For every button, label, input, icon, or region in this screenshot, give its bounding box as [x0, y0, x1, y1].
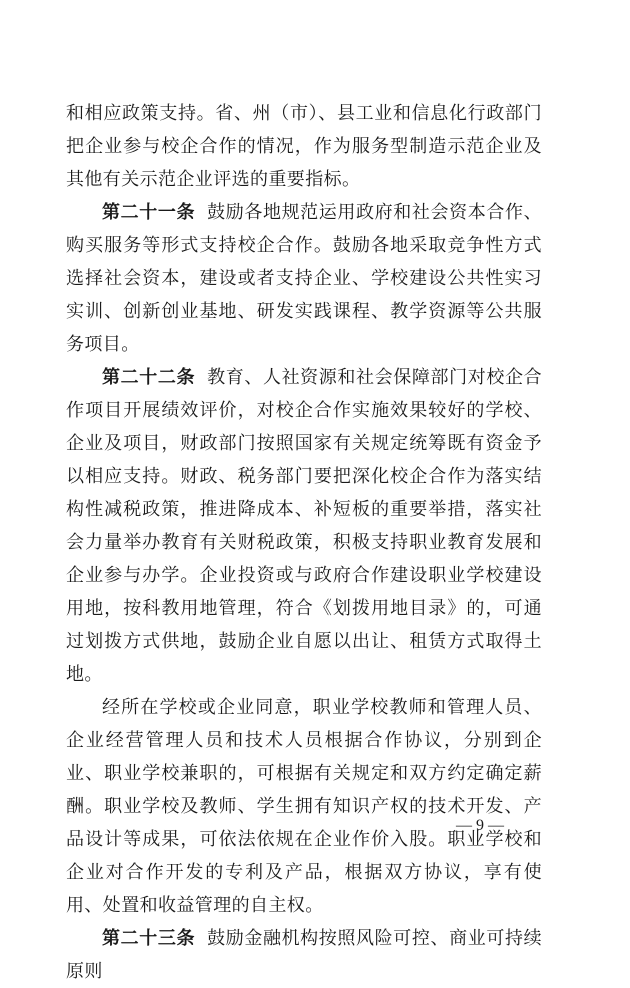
- article-21: [66, 196, 542, 361]
- paragraph-part-time: 经所在学校或企业同意，职业学校教师和管理人员、企业经营管理人员和技术人员根据合作协议，分别到企业、职业学校兼职的，可根据有关规定和双方约定确定薪酬。职业学校及教师、学生拥有知识产权的技术开发、产品设计等成果，可依法依规在企业作价入股。职业学校和企业对合作开发的专利及产品，根据双方协议，享有使用、处置和收益管理的自主权。: [66, 697, 542, 916]
- paragraph-continuation: 和相应政策支持。省、州（市）、县工业和信息化行政部门把企业参与校企合作的情况，作为服务型制造示范企业及其他有关示范企业评选的重要指标。: [66, 103, 542, 190]
- article-23: [66, 922, 542, 988]
- article-22-heading: 第二十二条: [102, 367, 196, 388]
- page-number: — 9 —: [456, 817, 504, 834]
- article-21-heading: 第二十一条: [102, 202, 196, 223]
- article-21-text: 鼓励各地规范运用政府和社会资本合作、购买服务等形式支持校企合作。鼓励各地采取竞争性方式选择社会资本，建设或者支持企业、学校建设公共性实习实训、创新创业基地、研发实践课程、教学资源等公共服务项目。: [66, 202, 542, 355]
- article-22-text: 教育、人社资源和社会保障部门对校企合作项目开展绩效评价，对校企合作实施效果较好的学校、企业及项目，财政部门按照国家有关规定统筹既有资金予以相应支持。财政、税务部门要把深化校企合作为落实结构性减税政策，推进降成本、补短板的重要举措，落实社会力量举办教育有关财税政策，积极支持职业教育发展和企业参与办学。企业投资或与政府合作建设职业学校建设用地，按科教用地管理，符合《划拨用地目录》的，可通过划拨方式供地，鼓励企业自愿以出让、租赁方式取得土地。: [66, 367, 542, 685]
- document-body: [66, 97, 542, 988]
- article-23-heading: 第二十三条: [102, 928, 196, 949]
- article-23-text: 鼓励金融机构按照风险可控、商业可持续原则: [66, 928, 542, 982]
- article-22: [66, 361, 542, 691]
